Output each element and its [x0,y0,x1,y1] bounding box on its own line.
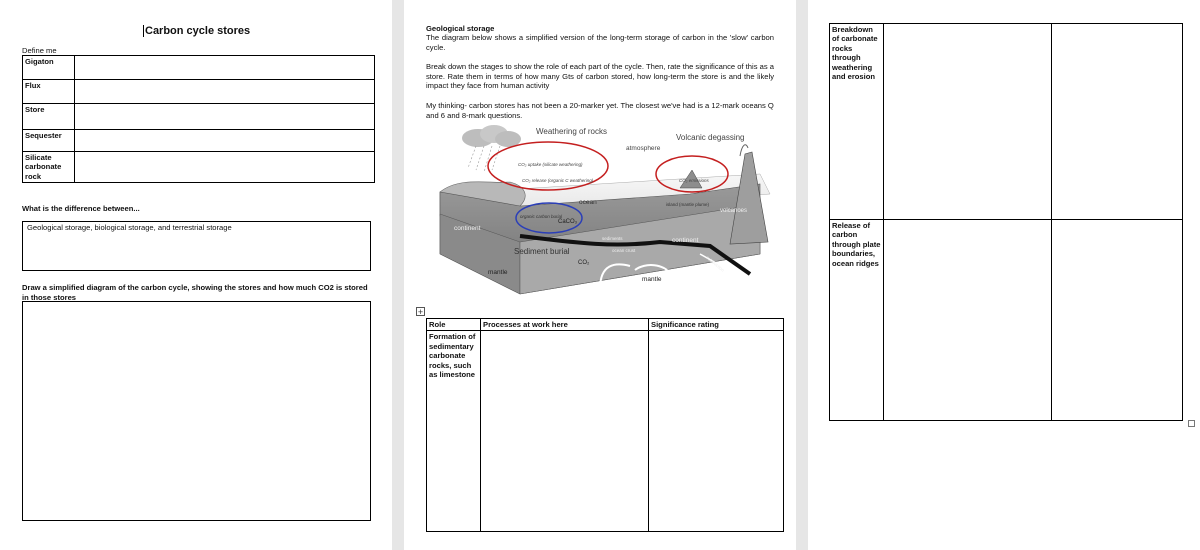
processes-cell[interactable] [884,220,1052,421]
processes-table [426,318,784,532]
role-cell: Formation of sedimentary carbonate rocks, such as limestone [427,331,481,532]
difference-heading: What is the difference between... [22,204,140,213]
term-cell: Gigaton [23,56,75,80]
diagram-label: continent [672,237,699,244]
diagram-label: CO₂ [578,260,590,266]
definition-cell[interactable] [75,130,375,152]
term-cell: Sequester [23,130,75,152]
definition-cell[interactable] [75,56,375,80]
processes-cell[interactable] [884,24,1052,220]
definitions-table [22,55,375,183]
carbon-cycle-diagram [430,124,780,304]
diagram-label: subduction [705,254,726,273]
diagram-label: CO₂ release (organic C weathering) [522,178,594,183]
term-cell: Flux [23,80,75,104]
definition-cell[interactable] [75,152,375,183]
document-page-2 [404,0,796,550]
significance-cell[interactable] [1052,220,1183,421]
significance-cell[interactable] [1052,24,1183,220]
thinking-text: My thinking- carbon stores has not been a 20-marker yet. The closest we've had is a 12-mark oceans Q and 6 and 8-mark questions. [426,101,774,120]
diagram-label: CO₂ emissions [679,178,709,183]
significance-cell[interactable] [649,331,784,532]
page-title-text: Carbon cycle stores [145,25,251,37]
definition-cell[interactable] [75,104,375,130]
document-page-3 [808,0,1200,550]
document-page-1 [0,0,392,550]
page-title [143,25,250,37]
diagram-label: Volcanic degassing [676,133,745,142]
table-header: Processes at work here [481,319,649,331]
diagram-label: organic carbon burial [520,214,563,219]
term-cell: Store [23,104,75,130]
diagram-drawing-box[interactable] [22,301,371,521]
difference-answer-box[interactable] [22,221,371,271]
diagram-label: mantle [488,269,508,276]
diagram-label: ocean crust [612,248,636,253]
diagram-label: CaCO₃ [558,219,578,225]
resize-handle-icon[interactable] [1188,420,1195,427]
processes-cell[interactable] [481,331,649,532]
diagram-label: ocean [579,199,597,206]
section-heading: Geological storage [426,24,495,33]
instructions-text: Break down the stages to show the role of each part of the cycle. Then, rate the significance of this as a store. Rate them in terms of how many Gts of carbon stored, how long-term the store is and the likely impact they face from human activity [426,62,774,91]
definition-cell[interactable] [75,80,375,104]
move-handle-icon[interactable]: + [417,307,424,317]
diagram-label: atmosphere [626,145,661,152]
term-cell: Silicate carbonate rock [23,152,75,183]
diagram-label: island (mantle plume) [666,202,710,207]
table-header: Role [427,319,481,331]
text-cursor [143,25,144,37]
roles-table-continued [829,23,1183,421]
table-header: Significance rating [649,319,784,331]
define-label: Define me [22,46,57,55]
diagram-label: Weathering of rocks [536,127,607,136]
difference-box-text: Geological storage, biological storage, and terrestrial storage [27,223,232,232]
role-cell: Breakdown of carbonate rocks through weathering and erosion [830,24,884,220]
diagram-label: volcanoes [720,208,748,214]
diagram-label: CO₂ uptake (silicate weathering) [518,162,583,167]
diagram-label: Sediment burial [514,247,570,256]
diagram-label: sediments [602,236,623,241]
cloud-icon [462,125,521,172]
draw-instruction: Draw a simplified diagram of the carbon cycle, showing the stores and how much CO2 is stored in those stores [22,283,368,302]
diagram-label: mantle [642,276,662,283]
role-cell: Release of carbon through plate boundaries, ocean ridges [830,220,884,421]
intro-text: The diagram below shows a simplified version of the long-term storage of carbon in the 'slow' carbon cycle. [426,33,774,52]
diagram-label: continent [454,225,481,232]
